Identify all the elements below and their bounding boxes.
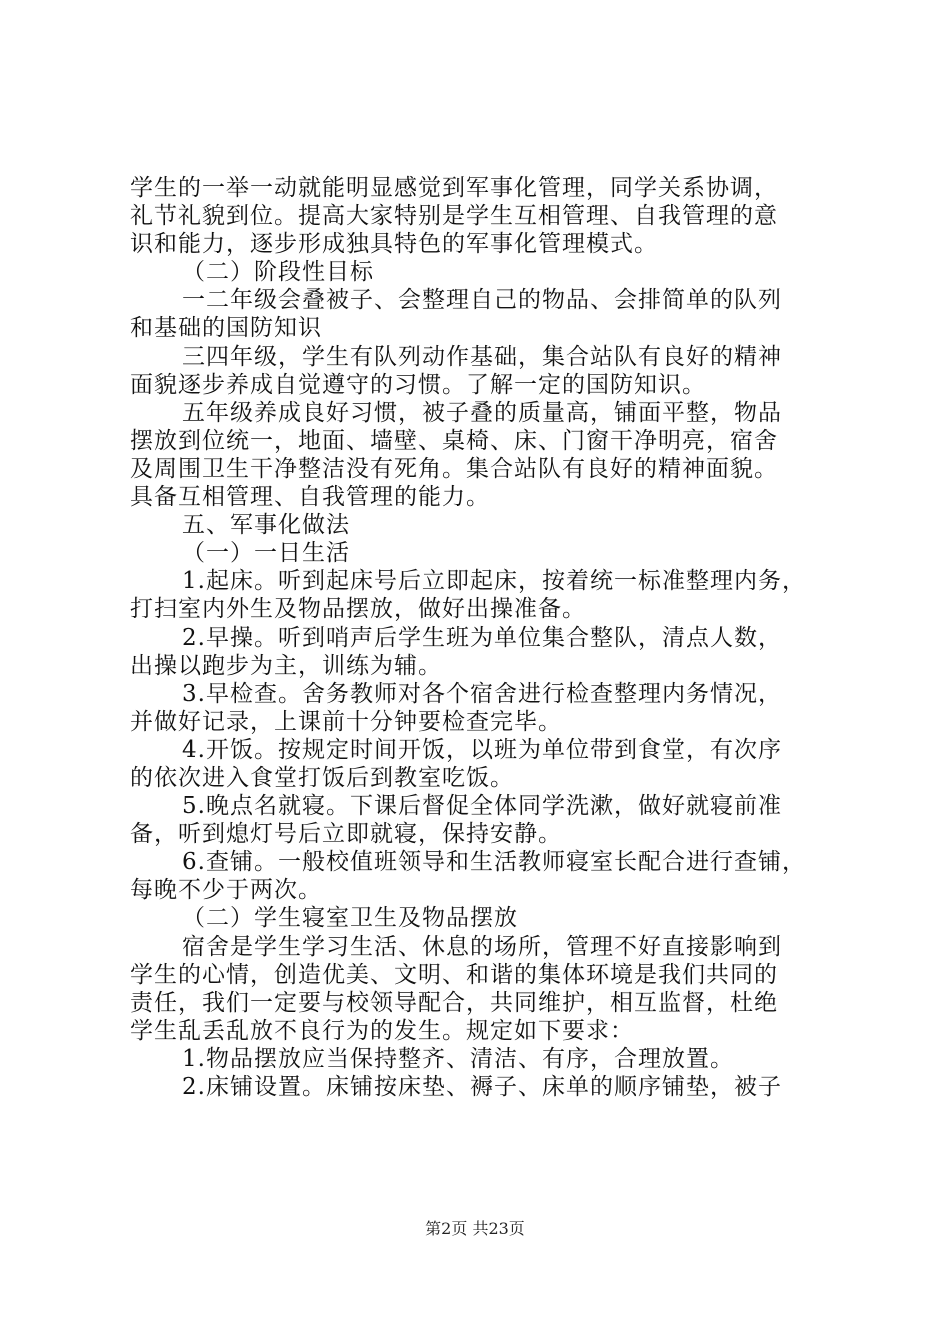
text-line: 的依次进入食堂打饭后到教室吃饭。 — [130, 764, 514, 791]
text-line: （二）阶段性目标 — [182, 259, 374, 286]
text-line: 备，听到熄灯号后立即就寝，保持安静。 — [130, 821, 562, 848]
text-line: 4.开饭。按规定时间开饭，以班为单位带到食堂，有次序 — [182, 736, 782, 763]
text-line: （二）学生寝室卫生及物品摆放 — [182, 905, 518, 932]
text-line: 三四年级，学生有队列动作基础，集合站队有良好的精神 — [182, 343, 782, 370]
text-line: 5.晚点名就寝。下课后督促全体同学洗漱，做好就寝前准 — [182, 793, 782, 820]
text-line: 学生的心情，创造优美、文明、和谐的集体环境是我们共同的 — [130, 961, 778, 988]
text-line: 学生的一举一动就能明显感觉到军事化管理，同学关系协调， — [130, 175, 778, 201]
text-line: 学生乱丢乱放不良行为的发生。规定如下要求： — [130, 1017, 634, 1044]
text-line: 具备互相管理、自我管理的能力。 — [130, 484, 490, 511]
text-line: 面貌逐步养成自觉遵守的习惯。了解一定的国防知识。 — [130, 371, 706, 398]
text-line: 2.早操。听到哨声后学生班为单位集合整队，清点人数， — [182, 624, 782, 651]
text-line: 五、军事化做法 — [182, 512, 350, 539]
text-line: 和基础的国防知识 — [130, 315, 322, 342]
text-line: 每晚不少于两次。 — [130, 877, 322, 904]
text-line: 摆放到位统一，地面、墙壁、桌椅、床、门窗干净明亮，宿舍 — [130, 427, 778, 454]
text-line: 并做好记录，上课前十分钟要检查完毕。 — [130, 708, 562, 735]
text-line: 宿舍是学生学习生活、休息的场所，管理不好直接影响到 — [182, 933, 782, 960]
text-line: 及周围卫生干净整洁没有死角。集合站队有良好的精神面貌。 — [130, 455, 778, 482]
text-line: 3.早检查。舍务教师对各个宿舍进行检查整理内务情况， — [182, 680, 782, 707]
text-line: 五年级养成良好习惯，被子叠的质量高，铺面平整，物品 — [182, 399, 782, 426]
text-line: 打扫室内外生及物品摆放，做好出操准备。 — [130, 596, 586, 623]
text-line: 1.物品摆放应当保持整齐、清洁、有序，合理放置。 — [182, 1045, 734, 1072]
text-line: （一）一日生活 — [182, 540, 350, 567]
text-line: 礼节礼貌到位。提高大家特别是学生互相管理、自我管理的意 — [130, 203, 778, 230]
text-line: 6.查铺。一般校值班领导和生活教师寝室长配合进行查铺， — [182, 849, 806, 876]
page-footer: 第2页 共23页 — [425, 1219, 525, 1238]
text-line: 出操以跑步为主，训练为辅。 — [130, 652, 442, 679]
text-line: 识和能力，逐步形成独具特色的军事化管理模式。 — [130, 231, 658, 258]
document-body — [130, 174, 842, 1101]
text-line: 1.起床。听到起床号后立即起床，按着统一标准整理内务， — [182, 568, 806, 595]
text-line: 责任，我们一定要与校领导配合，共同维护，相互监督，杜绝 — [130, 989, 778, 1016]
text-line: 一二年级会叠被子、会整理自己的物品、会排简单的队列 — [182, 287, 782, 314]
text-line: 2.床铺设置。床铺按床垫、褥子、床单的顺序铺垫，被子 — [182, 1074, 782, 1100]
